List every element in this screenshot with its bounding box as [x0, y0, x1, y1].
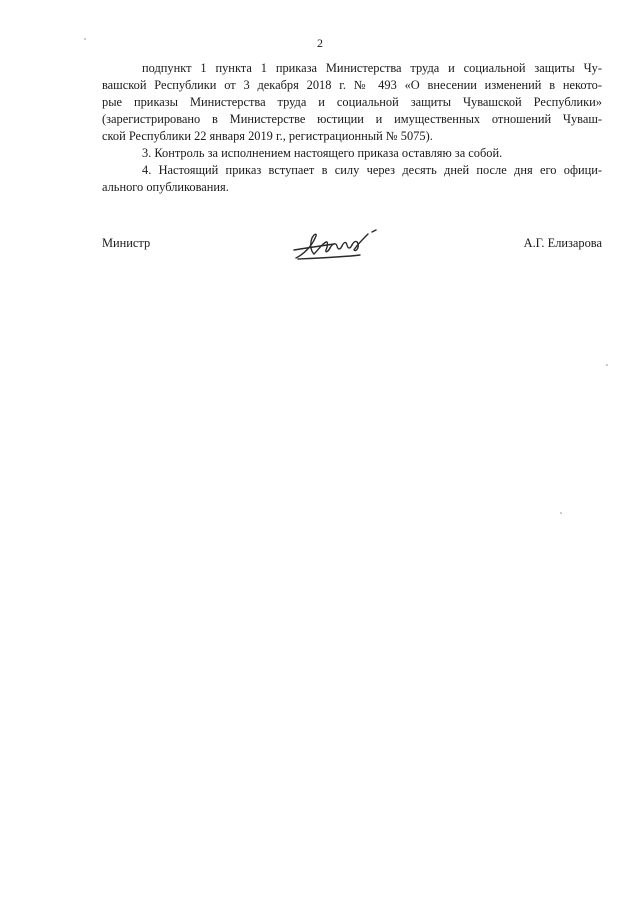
scan-speck — [560, 512, 562, 514]
paragraph-1-line-3: рые приказы Министерства труда и социальной защиты Чувашской Республики» — [102, 95, 602, 109]
page-number: 2 — [317, 36, 323, 50]
scan-speck — [606, 364, 608, 366]
paragraph-1-line-1: подпункт 1 пункта 1 приказа Министерства труда и социальной защиты Чу- — [142, 61, 602, 75]
signatory-name: А.Г. Елизарова — [523, 236, 602, 250]
handwritten-signature — [290, 228, 390, 262]
paragraph-3-line-2: ального опубликования. — [102, 180, 229, 194]
signatory-title: Министр — [102, 236, 151, 250]
signature-block — [102, 228, 602, 268]
paragraph-3-line-1: 4. Настоящий приказ вступает в силу через десять дней после дня его офици- — [142, 163, 602, 177]
paragraph-2-line-1: 3. Контроль за исполнением настоящего приказа оставляю за собой. — [142, 146, 503, 160]
paragraph-1-line-5: ской Республики 22 января 2019 г., регистрационный № 5075). — [102, 129, 433, 143]
scan-speck — [84, 38, 86, 40]
document-body — [102, 60, 602, 196]
paragraph-1-line-4: (зарегистрировано в Министерстве юстиции и имущественных отношений Чуваш- — [102, 112, 602, 126]
paragraph-1-line-2: вашской Республики от 3 декабря 2018 г. № 493 «О внесении изменений в некото- — [102, 78, 602, 92]
